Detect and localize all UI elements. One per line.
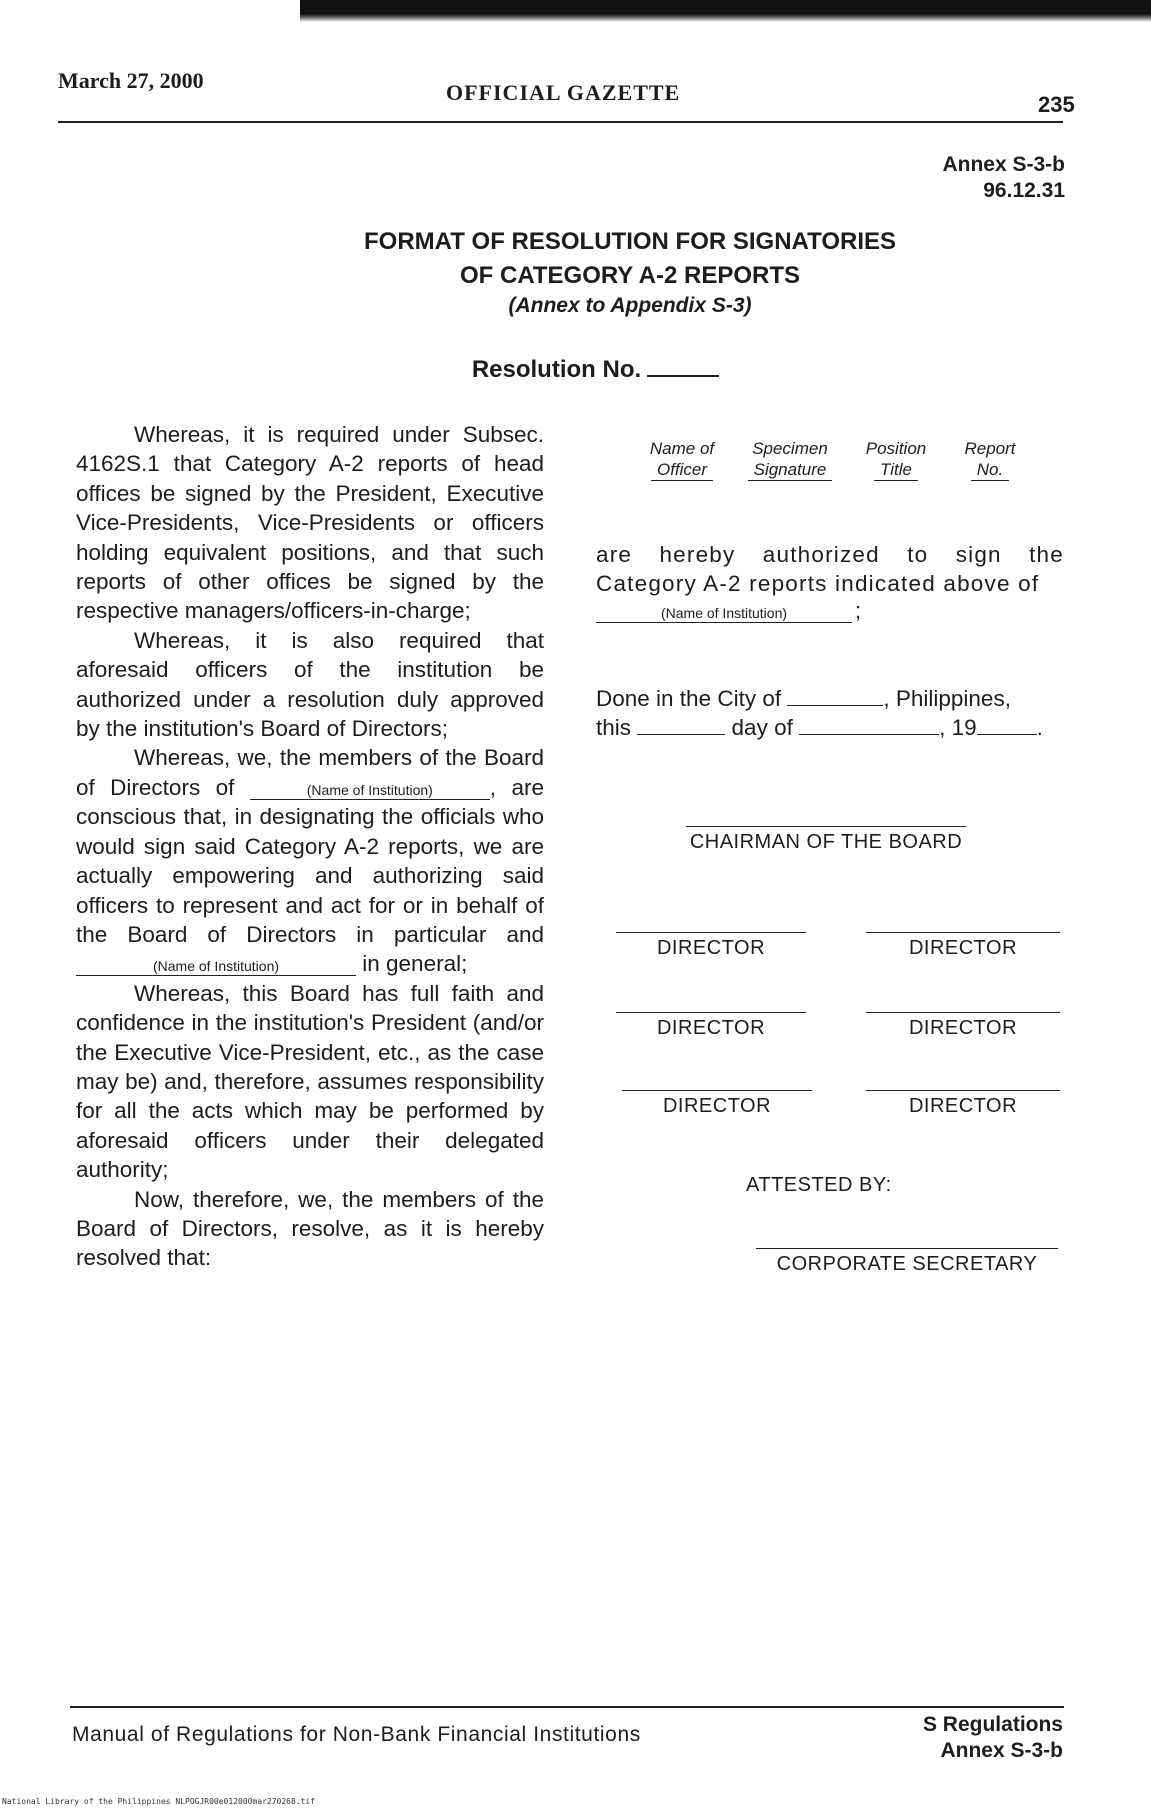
scan-stamp: National Library of the Philippines NLPOGJR00e012000mar270268.tif xyxy=(2,1797,316,1806)
resolution-number xyxy=(0,356,1151,384)
column-header-name-of-officer: Name of Officer xyxy=(649,439,715,479)
director-signature-line: DIRECTOR xyxy=(616,1012,806,1040)
annex-code: Annex S-3-b xyxy=(942,153,1065,176)
paragraph-3-start: Whereas, we, the members of the Board of Directors of xyxy=(76,745,544,800)
column-header-report-no: Report No. xyxy=(964,439,1016,479)
issue-date: March 27, 2000 xyxy=(58,68,204,93)
document-title: FORMAT OF RESOLUTION FOR SIGNATORIES xyxy=(364,228,896,255)
day-of-label: day of xyxy=(731,715,793,740)
attested-by-label: ATTESTED BY: xyxy=(746,1174,892,1196)
philippines-label: , Philippines, xyxy=(883,686,1011,711)
institution-name-blank-2: (Name of Institution) xyxy=(76,957,356,976)
semicolon: ; xyxy=(855,598,862,623)
done-in-label: Done in the City of xyxy=(596,686,782,711)
institution-name-field: (Name of Institution) xyxy=(596,604,852,623)
footer-section xyxy=(923,1712,1063,1764)
paragraph-4: Whereas, this Board has full faith and confidence in the institution's President (and/or the Executive Vice-President, etc., as the case may be) and, therefore, assumes responsibility for all the acts which may be performed by aforesaid officers under their delegated authority; xyxy=(76,980,544,1183)
year-prefix: , 19 xyxy=(939,715,977,740)
document-title-line2: OF CATEGORY A-2 REPORTS xyxy=(459,262,801,289)
document-subtitle: (Annex to Appendix S-3) xyxy=(508,294,752,317)
authorization-text: are hereby authorized to sign the Category A-2 reports indicated above of xyxy=(596,542,1064,596)
this-label: this xyxy=(596,715,632,740)
paragraph-3-middle: , are conscious that, in designating the officials who would sign said Category A-2 reports, we are actually empowering and authorizing said officers to represent and act for or in behalf of the Board of Directors in particular and xyxy=(76,774,544,947)
footer-annex: Annex S-3-b xyxy=(940,1739,1063,1762)
month-blank xyxy=(799,734,939,735)
director-signature-line: DIRECTOR xyxy=(616,932,806,960)
city-blank xyxy=(787,705,883,706)
column-header-specimen-signature: Specimen Signature xyxy=(740,438,840,481)
annex-version: 96.12.31 xyxy=(983,179,1065,202)
year-blank xyxy=(977,734,1037,735)
publication-title: OFFICIAL GAZETTE xyxy=(446,80,681,105)
footer-rule xyxy=(70,1706,1064,1708)
footer-regulations: S Regulations xyxy=(922,1713,1063,1736)
done-in-clause xyxy=(596,684,1064,742)
institution-name-blank: (Name of Institution) xyxy=(250,781,490,800)
director-signature-line: DIRECTOR xyxy=(866,1090,1060,1118)
director-signature-line: DIRECTOR xyxy=(866,932,1060,960)
column-header-position-title: Position Title xyxy=(865,439,927,479)
period: . xyxy=(1036,715,1043,740)
page-number: 235 xyxy=(1038,92,1075,117)
paragraph-1: Whereas, it is required under Subsec. 4162S.1 that Category A-2 reports of head offices be signed by the President, Executive Vice-Presidents, Vice-Presidents or officers holding equivalent positions, and that such reports of other offices be signed by the respective managers/officers-in-charge; xyxy=(76,422,544,624)
manual-title: Manual of Regulations for Non-Bank Financial Institutions xyxy=(72,1723,641,1746)
director-signature-line: DIRECTOR xyxy=(622,1090,812,1118)
header-rule xyxy=(58,121,1063,123)
paragraph-3-end: in general; xyxy=(362,951,468,977)
paragraph-5: Now, therefore, we, the members of the Board of Directors, resolve, as it is hereby resolved that: xyxy=(76,1186,544,1271)
resolution-body xyxy=(76,420,544,1273)
corporate-secretary-signature-line: CORPORATE SECRETARY xyxy=(756,1248,1058,1276)
resolution-label: Resolution No. xyxy=(471,356,642,383)
resolution-number-blank xyxy=(647,375,719,377)
director-signature-line: DIRECTOR xyxy=(866,1012,1060,1040)
chairman-signature-line: CHAIRMAN OF THE BOARD xyxy=(686,826,966,854)
paragraph-2: Whereas, it is also required that aforesaid officers of the institution be authorized under a resolution duly approved by the institution's Board of Directors; xyxy=(76,627,544,742)
scan-edge xyxy=(300,0,1151,22)
annex-label xyxy=(942,152,1065,204)
day-blank xyxy=(637,734,725,735)
paragraph-3 xyxy=(76,743,544,978)
